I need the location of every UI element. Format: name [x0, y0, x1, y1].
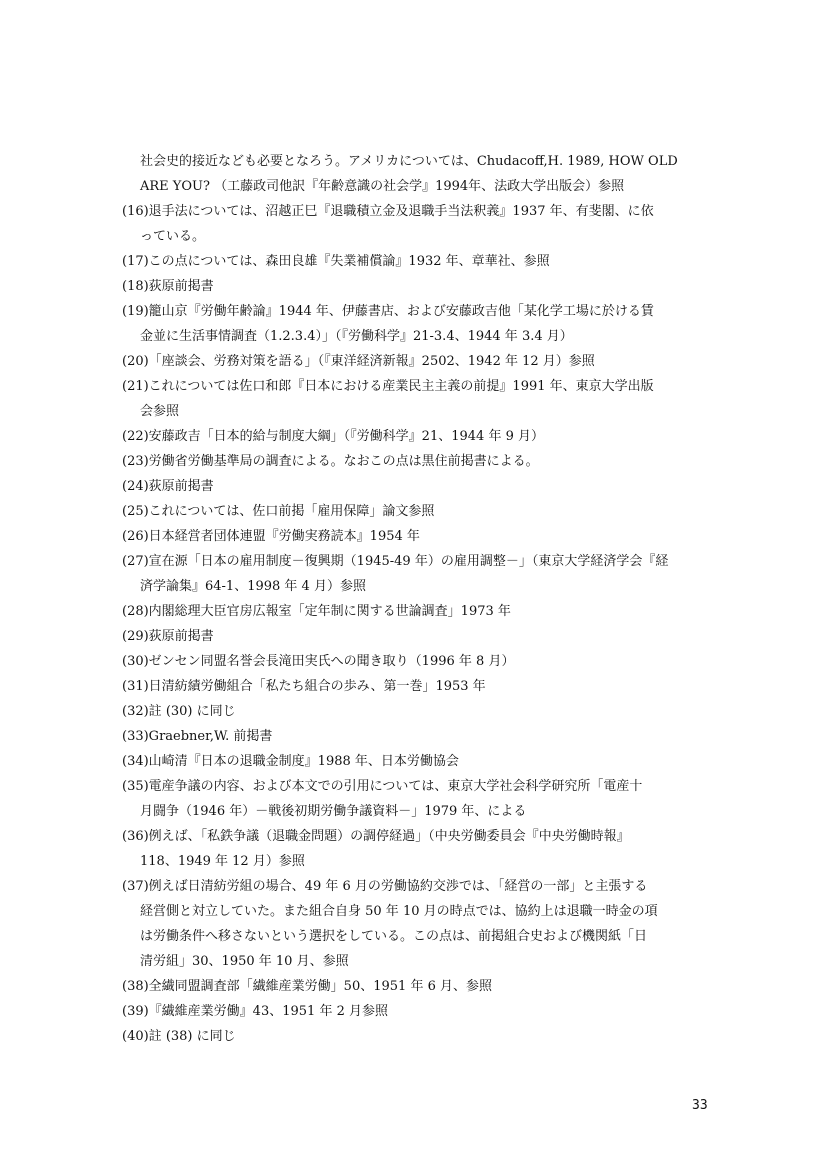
endnote: [122, 774, 714, 824]
note-line: (35)電産争議の内容、および本文での引用については、東京大学社会科学研究所「電産十: [122, 779, 643, 794]
endnote: [122, 699, 714, 724]
note-line: 社会史的接近なども必要となろう。アメリカについては、Chudacoff,H. 1989, HOW OLD: [140, 154, 678, 169]
note-line: (19)籠山京『労働年齢論』1944 年、伊藤書店、および安藤政吉他「某化学工場に於ける賃: [122, 304, 654, 319]
endnote: [122, 549, 714, 599]
note-line: は労働条件へ移さないという選択をしている。この点は、前掲組合史および機関紙「日: [140, 929, 648, 944]
endnote: [122, 424, 714, 449]
page-number: 33: [692, 1098, 708, 1113]
note-line: (24)荻原前掲書: [122, 479, 214, 494]
endnote: [122, 374, 714, 424]
note-line: ARE YOU? （工藤政司他訳『年齢意識の社会学』1994年、法政大学出版会）参照: [140, 179, 625, 194]
endnote: [122, 649, 714, 674]
endnote: [122, 624, 714, 649]
note-line: (32)註 (30) に同じ: [122, 704, 236, 719]
endnote: [122, 824, 714, 874]
endnote: [122, 749, 714, 774]
note-line: (38)全繊同盟調査部「繊維産業労働」50、1951 年 6 月、参照: [122, 979, 492, 994]
endnote: [122, 724, 714, 749]
note-line: 月闘争（1946 年）－戦後初期労働争議資料－」1979 年、による: [140, 804, 527, 819]
note-line: (33)Graebner,W. 前掲書: [122, 729, 273, 744]
endnote: [122, 999, 714, 1024]
note-line: (26)日本経営者団体連盟『労働実務読本』1954 年: [122, 529, 420, 544]
endnote: [122, 674, 714, 699]
note-line: (27)宣在源「日本の雇用制度－復興期（1945-49 年）の雇用調整－」（東京大学経済学会『経: [122, 554, 669, 569]
endnote: [122, 249, 714, 274]
note-line: 118、1949 年 12 月）参照: [140, 854, 305, 869]
note-line: (28)内閣総理大臣官房広報室「定年制に関する世論調査」1973 年: [122, 604, 511, 619]
endnote: [122, 449, 714, 474]
note-line: (40)註 (38) に同じ: [122, 1029, 236, 1044]
note-line: 会参照: [140, 404, 180, 419]
note-line: (18)荻原前掲書: [122, 279, 214, 294]
note-line: (29)荻原前掲書: [122, 629, 214, 644]
note-line: (34)山崎清『日本の退職金制度』1988 年、日本労働協会: [122, 754, 459, 769]
endnote: [122, 349, 714, 374]
note-line: 経営側と対立していた。また組合自身 50 年 10 月の時点では、協約上は退職一時金の項: [140, 904, 658, 919]
note-line: 清労組」30、1950 年 10 月、参照: [140, 954, 349, 969]
note-line: (16)退手法については、沼越正巳『退職積立金及退職手当法釈義』1937 年、有斐閣、に依: [122, 204, 654, 219]
endnote: [122, 499, 714, 524]
endnote: [122, 974, 714, 999]
note-line: (37)例えば日清紡労組の場合、49 年 6 月の労働協約交渉では、「経営の一部」と主張する: [122, 879, 648, 894]
note-line: 金並に生活事情調査（1.2.3.4）」（『労働科学』21-3.4、1944 年 3.4 月）: [140, 329, 573, 344]
endnote: [122, 299, 714, 349]
note-line: (17)この点については、森田良雄『失業補償論』1932 年、章華社、参照: [122, 254, 550, 269]
note-line: (39)『繊維産業労働』43、1951 年 2 月参照: [122, 1004, 388, 1019]
endnote: [122, 199, 714, 249]
endnote: [122, 474, 714, 499]
note-line: (30)ゼンセン同盟名誉会長滝田実氏への聞き取り（1996 年 8 月）: [122, 654, 515, 669]
endnote: [122, 1024, 714, 1049]
note-line: (31)日清紡績労働組合「私たち組合の歩み、第一巻」1953 年: [122, 679, 486, 694]
note-line: (22)安藤政吉「日本的給与制度大綱」（『労働科学』21、1944 年 9 月）: [122, 429, 544, 444]
endnote: [122, 599, 714, 624]
note-line: 済学論集』64-1、1998 年 4 月）参照: [140, 579, 366, 594]
note-line: (20)「座談会、労務対策を語る」（『東洋経済新報』2502、1942 年 12 月）参照: [122, 354, 595, 369]
endnotes-list: [122, 149, 714, 1049]
note-line: (25)これについては、佐口前掲「雇用保障」論文参照: [122, 504, 435, 519]
endnote: [122, 874, 714, 974]
continued-note: [122, 149, 714, 199]
note-line: (23)労働省労働基準局の調査による。なおこの点は黒住前掲書による。: [122, 454, 539, 469]
endnote: [122, 274, 714, 299]
note-line: (21)これについては佐口和郎『日本における産業民主主義の前提』1991 年、東京大学出版: [122, 379, 654, 394]
endnote: [122, 524, 714, 549]
note-line: (36)例えば、「私鉄争議（退職金問題）の調停経過」（中央労働委員会『中央労働時報』: [122, 829, 630, 844]
note-line: っている。: [140, 229, 206, 244]
